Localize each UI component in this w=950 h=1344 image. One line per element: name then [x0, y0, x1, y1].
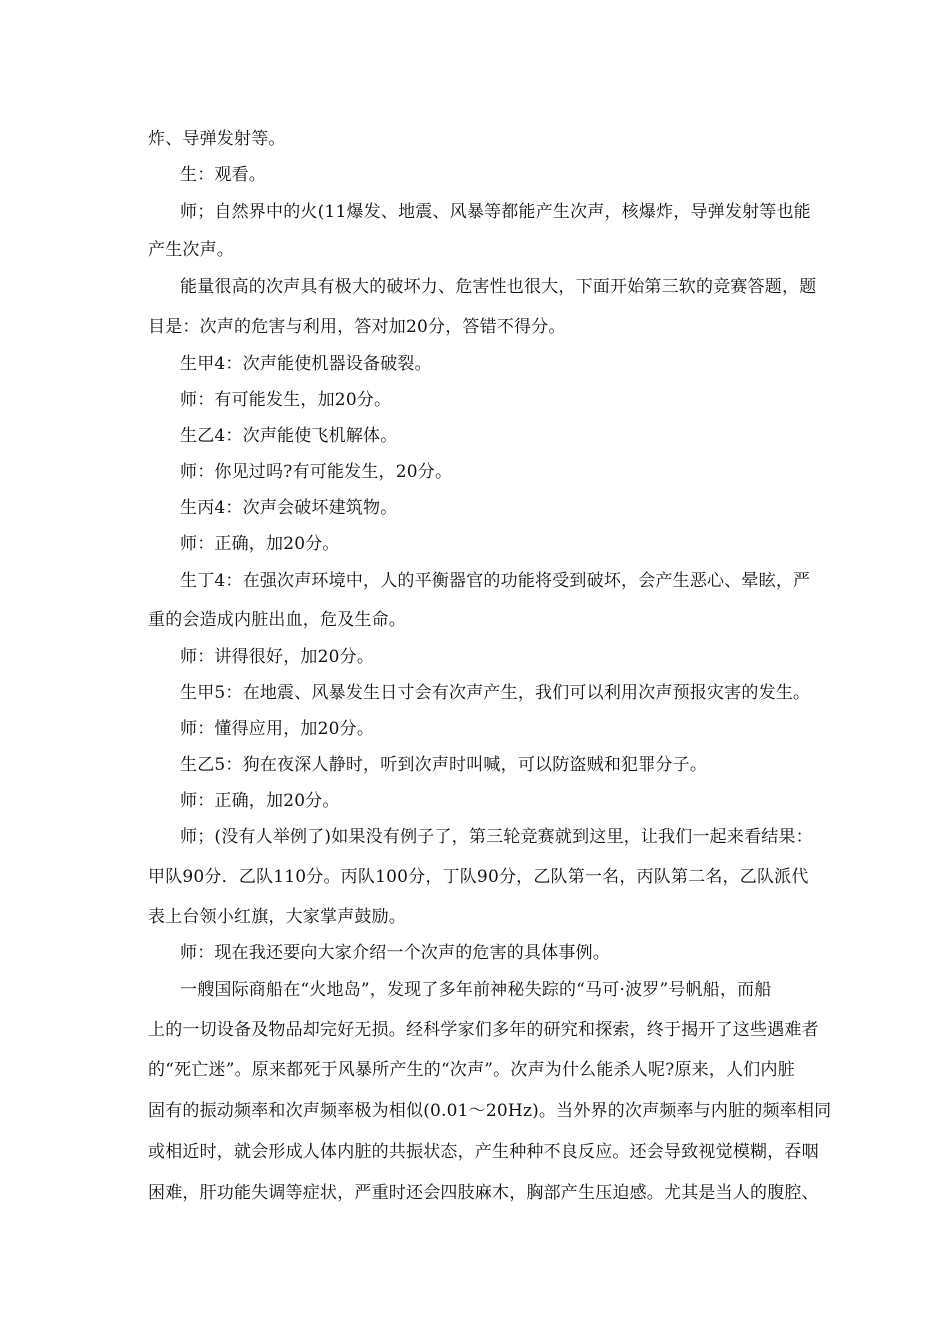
text-line: 师；(没有人举例了)如果没有例子了，第三轮竞赛就到这里，让我们一起来看结果：: [180, 827, 813, 847]
text-line: 一艘国际商船在“火地岛”，发现了多年前神秘失踪的“马可·波罗”号帆船，而船: [180, 980, 772, 1000]
text-line: 炸、导弹发射等。: [148, 129, 286, 149]
text-line: 甲队90分．乙队110分。丙队100分，丁队90分，乙队第一名，丙队第二名，乙队派代: [148, 867, 809, 887]
text-line: 产生次声。: [148, 240, 234, 260]
text-line: 能量很高的次声具有极大的破坏力、危害性也很大，下面开始第三软的竞赛答题，题: [180, 277, 817, 297]
text-line: 或相近时，就会形成人体内脏的共振状态，产生种种不良反应。还会导致视觉模糊，吞咽: [148, 1142, 819, 1162]
text-line: 困难，肝功能失调等症状，严重时还会四肢麻木，胸部产生压迫感。尤其是当人的腹腔、: [148, 1183, 819, 1203]
text-line: 师：懂得应用，加20分。: [180, 719, 375, 739]
text-line: 目是：次声的危害与利用，答对加20分，答错不得分。: [148, 317, 566, 337]
text-line: 师：正确，加20分。: [180, 534, 340, 554]
text-line: 生丙4：次声会破坏建筑物。: [180, 498, 398, 518]
text-line: 上的一切设备及物品却完好无损。经科学家们多年的研究和探索，终于揭开了这些遇难者: [148, 1020, 819, 1040]
text-line: 重的会造成内脏出血，危及生命。: [148, 610, 406, 630]
text-line: 师：现在我还要向大家介绍一个次声的危害的具体事例。: [180, 943, 610, 963]
text-line: 表上台领小红旗，大家掌声鼓励。: [148, 907, 406, 927]
text-line: 生乙5：狗在夜深人静时，听到次声时叫喊，可以防盗贼和犯罪分子。: [180, 755, 708, 775]
text-line: 师：正确，加20分。: [180, 791, 340, 811]
text-line: 的“死亡迷”。原来都死于风暴所产生的“次声”。次声为什么能杀人呢?原来，人们内脏: [148, 1060, 795, 1080]
text-line: 师：讲得很好，加20分。: [180, 647, 375, 667]
text-line: 生甲4：次声能使机器设备破裂。: [180, 354, 432, 374]
text-line: 生：观看。: [180, 165, 266, 185]
text-line: 生乙4：次声能使飞机解体。: [180, 426, 398, 446]
text-line: 师；自然界中的火(11爆发、地震、风暴等都能产生次声，核爆炸，导弹发射等也能: [180, 202, 811, 222]
text-line: 生甲5：在地震、风暴发生日寸会有次声产生，我们可以利用次声预报灾害的发生。: [180, 683, 811, 703]
text-line: 师：有可能发生，加20分。: [180, 390, 392, 410]
text-line: 生丁4：在强次声环境中，人的平衡器官的功能将受到破坏，会产生恶心、晕眩，严: [180, 571, 811, 591]
text-line: 师：你见过吗?有可能发生，20分。: [180, 462, 453, 482]
text-line: 固有的振动频率和次声频率极为相似(0.01～20Hz)。当外界的次声频率与内脏的频率相同: [148, 1101, 832, 1121]
